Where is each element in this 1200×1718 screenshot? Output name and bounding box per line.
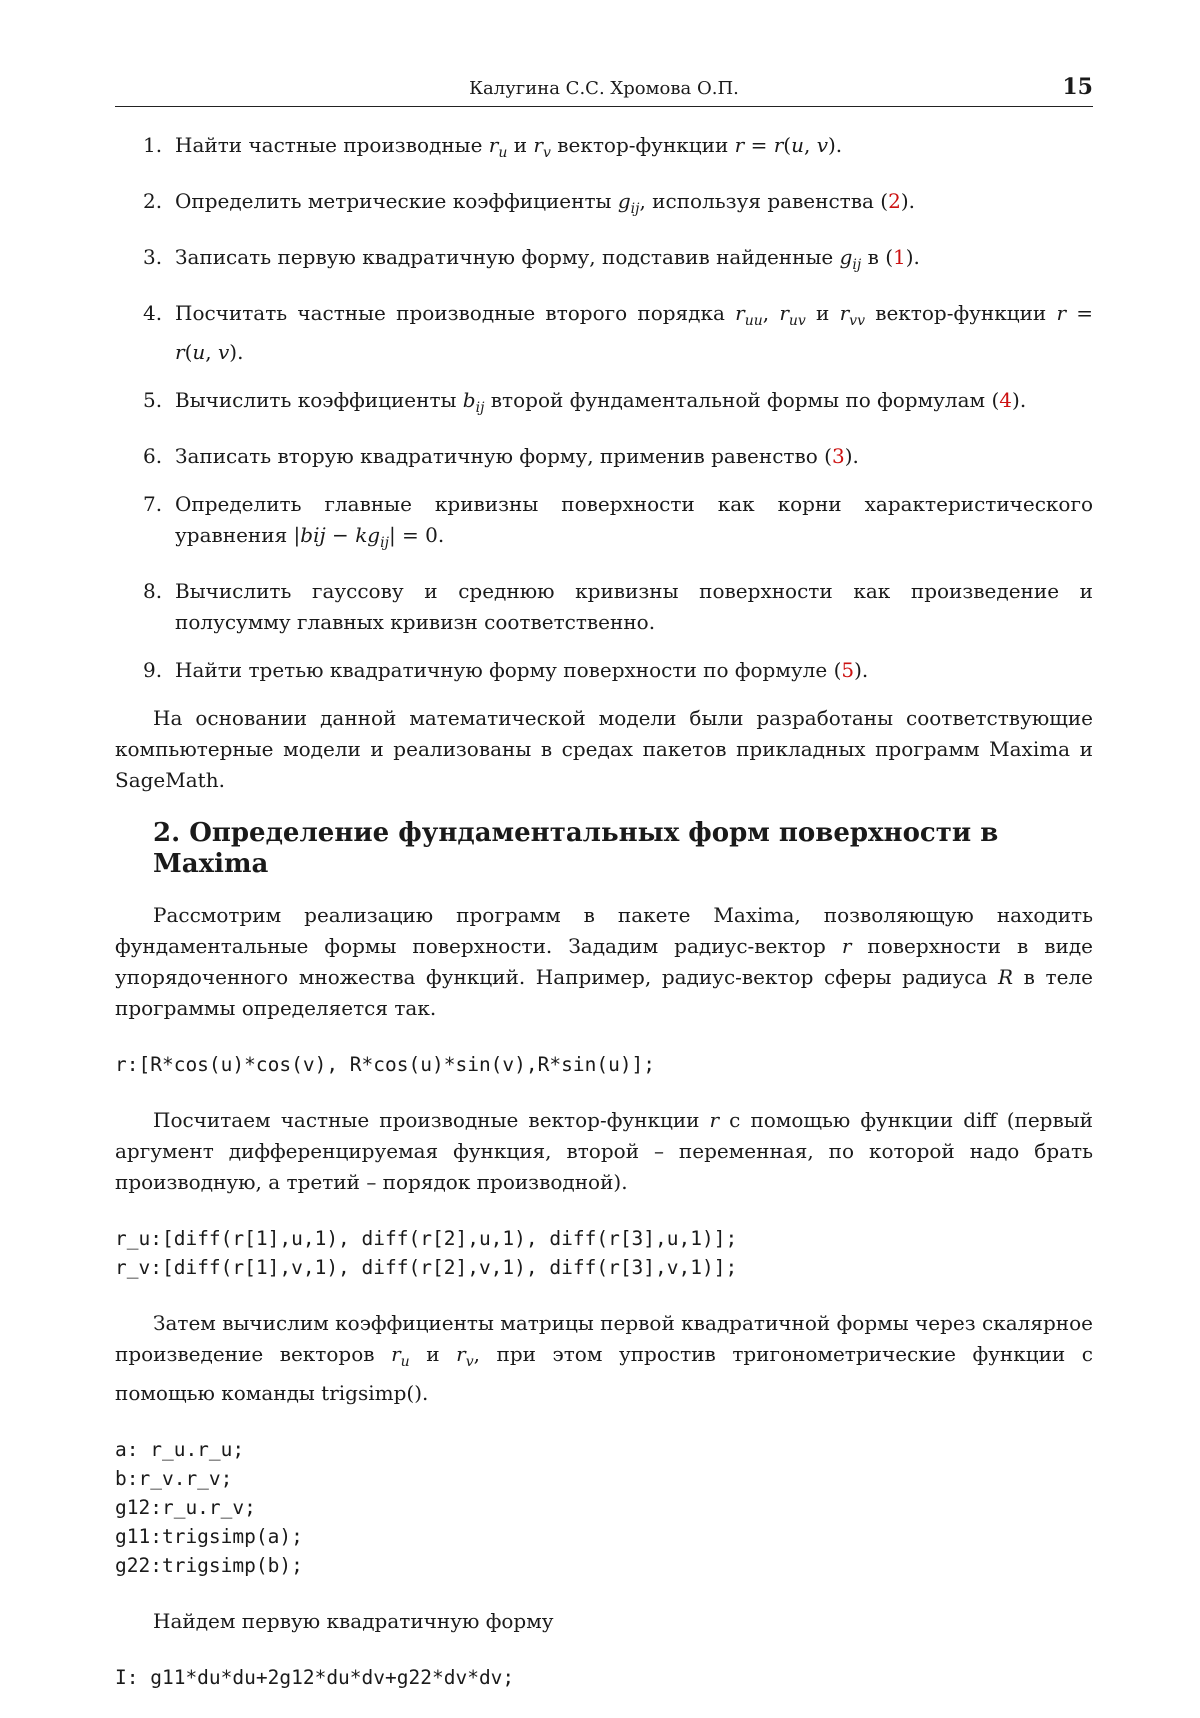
list-item-number: 9. <box>143 658 163 682</box>
list-item-text: Определить метрические коэффициенты $g_{ij}$, используя равенства (2). <box>175 189 915 217</box>
list-item-number: 1. <box>143 133 163 157</box>
list-item-text: Записать вторую квадратичную форму, применив равенство (3). <box>175 444 859 468</box>
list-item-number: 2. <box>143 189 163 213</box>
list-item <box>115 385 1093 424</box>
code-coefficients: a: r_u.r_u; b:r_v.r_v; g12:r_u.r_v; g11:trigsimp(a); g22:trigsimp(b); <box>115 1438 303 1577</box>
list-item-number: 7. <box>143 492 163 516</box>
list-item-number: 3. <box>143 245 163 269</box>
paragraph-first-form: Найдем первую квадратичную форму <box>153 1609 554 1633</box>
paragraph-intro: Рассмотрим реализацию программ в пакете Maxima, позволяющую находить фундаментальные формы поверхности. Зададим радиус-вектор r поверхности в виде упорядоченного множества функций. Например, радиус-вектор сферы радиуса R в теле программы определяется так. <box>115 903 1094 1020</box>
code-radius-vector: r:[R*cos(u)*cos(v), R*cos(u)*sin(v),R*sin(u)]; <box>115 1053 656 1076</box>
list-item-number: 8. <box>143 579 163 603</box>
list-item-text: Найти третью квадратичную форму поверхности по формуле (5). <box>175 658 869 682</box>
list-item <box>115 489 1093 559</box>
list-item-text: Вычислить гауссову и среднюю кривизны поверхности как произведение и полусумму главных кривизн соответственно. <box>175 579 1093 634</box>
list-item-text: Определить главные кривизны поверхности как корни характеристического уравнения $|bij - kg_{ij}| = 0$. <box>175 492 1093 551</box>
page-number: 15 <box>1062 74 1093 100</box>
list-item-text: Посчитать частные производные второго порядка $r_{uu}$, $r_{uv}$ и $r_{vv}$ вектор-функции r = r(u, v). <box>175 301 1093 364</box>
section-heading: 2. Определение фундаментальных форм поверхности в Maxima <box>153 818 999 879</box>
list-item-text: Записать первую квадратичную форму, подставив найденные $g_{ij}$ в (1). <box>175 245 920 273</box>
list-item <box>115 242 1093 281</box>
paragraph-coefficients: Затем вычислим коэффициенты матрицы первой квадратичной формы через скалярное произведение векторов $r_u$ и $r_v$, при этом упростив тригонометрические функции с помощью команды trigsimp(). <box>115 1311 1094 1405</box>
list-item <box>115 576 1093 638</box>
code-first-form: I: g11*du*du+2g12*du*dv+g22*dv*dv; <box>115 1666 515 1689</box>
list-item-text: Найти частные производные $r_u$ и $r_v$ вектор-функции r = r(u, v). <box>175 133 843 161</box>
list-item <box>115 298 1093 368</box>
paragraph-diff: Посчитаем частные производные вектор-функции r с помощью функции diff (первый аргумент дифференцируемая функция, второй – переменная, по которой надо брать производную, а третий – порядок производной). <box>115 1108 1093 1194</box>
page-body <box>115 130 1093 1718</box>
list-item-number: 5. <box>143 388 163 412</box>
list-item-text: Вычислить коэффициенты $b_{ij}$ второй фундаментальной формы по формулам (4). <box>175 388 1027 416</box>
list-item-number: 6. <box>143 444 163 468</box>
list-item <box>115 186 1093 225</box>
running-header <box>115 70 1093 107</box>
list-item-number: 4. <box>143 301 163 325</box>
code-partial-derivatives: r_u:[diff(r[1],u,1), diff(r[2],u,1), diff(r[3],u,1)]; r_v:[diff(r[1],v,1), diff(r[2],v,1), diff(r[3],v,1)]; <box>115 1227 738 1279</box>
list-item <box>115 441 1093 472</box>
algorithm-steps-list <box>115 130 1093 686</box>
header-authors: Калугина С.С. Хромова О.П. <box>469 78 739 99</box>
paragraph-models: На основании данной математической модели были разработаны соответствующие компьютерные модели и реализованы в средах пакетов прикладных программ Maxima и SageMath. <box>115 706 1093 792</box>
list-item <box>115 655 1093 686</box>
list-item <box>115 130 1093 169</box>
